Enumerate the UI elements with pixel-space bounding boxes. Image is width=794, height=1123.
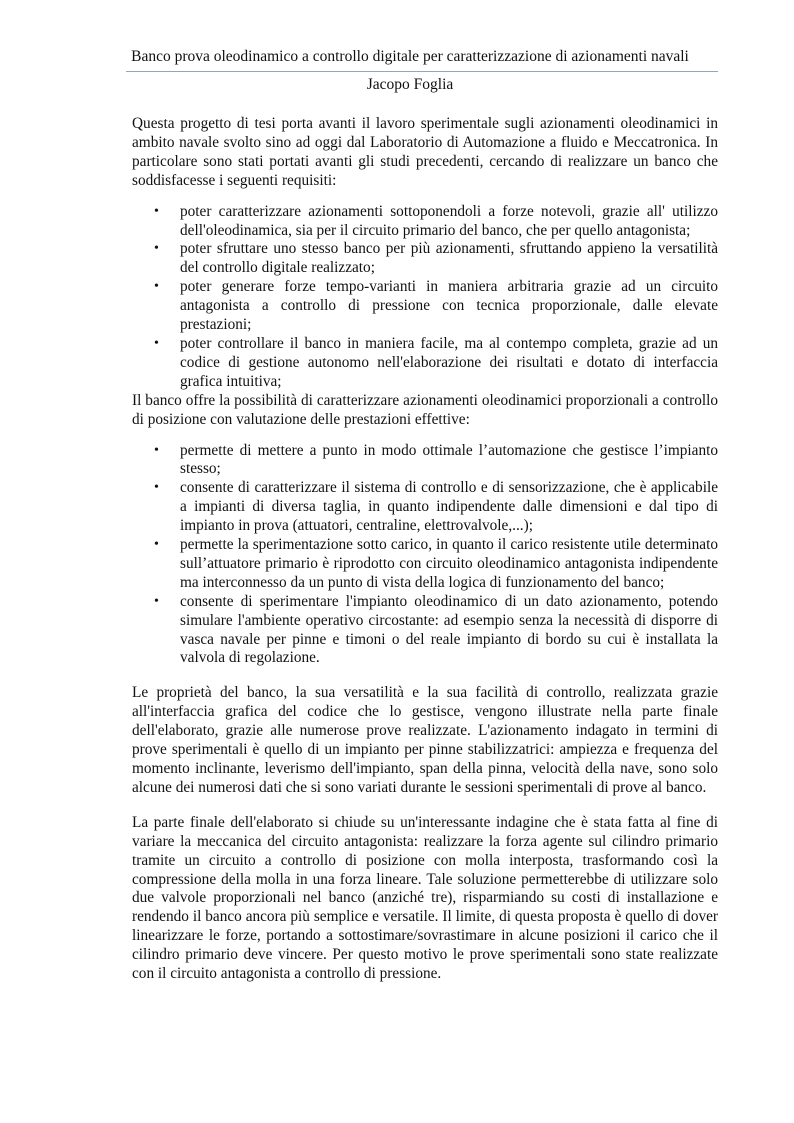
list-item: • consente di sperimentare l'impianto oleodinamico di un dato azionamento, potendo simulare l'ambiente operativo circostante: ad esempio senza la necessità di disporre di vasca navale per pinne e timoni o del reale impianto di bordo su cui è installata la valvola di regolazione. [154,592,718,667]
list-item: • poter controllare il banco in maniera facile, ma al contempo completa, grazie ad un codice di gestione autonomo nell'elaborazione dei risultati e dotato di interfaccia grafica intuitiva; [154,334,718,390]
bullet-icon: • [154,203,159,219]
list-item: • poter caratterizzare azionamenti sottoponendoli a forze notevoli, grazie all' utilizzo dell'oleodinamica, sia per il circuito primario del banco, che per quello antagonista; [154,202,718,239]
list-item: • consente di caratterizzare il sistema di controllo e di sensorizzazione, che è applicabile a impianti di diversa taglia, in quanto indipendente dalle dimensioni e dal tipo di impianto in prova (attuatori, centraline, elettrovalvole,...); [154,479,718,535]
list-item: • permette di mettere a punto in modo ottimale l’automazione che gestisce l’impianto stesso; [154,441,718,478]
final-paragraph: La parte finale dell'elaborato si chiude su un'interessante indagine che è stata fatta al fine di variare la meccanica del circuito antagonista: realizzare la forza agente sul cilindro primario tramite un circuito a controllo di posizione con molla interposta, trasformando così la compressione della molla in una forza lineare. Tale soluzione permetterebbe di utilizzare solo due valvole proporzionali nel banco (anziché tre), risparmiando su costi di installazione e rendendo il banco ancora più semplice e versatile. Il limite, di questa proposta è quello di dover linearizzare le forze, portando a sottostimare/sovrastimare in alcune posizioni il carico che il cilindro primario deve vincere. Per questo motivo le prove sperimentali sono state realizzate con il circuito antagonista a controllo di pressione. [132,813,718,983]
bullet-icon: • [154,480,159,496]
bullet-icon: • [154,537,159,553]
bullet-icon: • [154,279,159,295]
running-header-title: Banco prova oleodinamico a controllo digitale per caratterizzazione di azionamenti navali [131,48,689,65]
list-item: • permette la sperimentazione sotto carico, in quanto il carico resistente utile determinato sull’attuatore primario è riprodotto con circuito oleodinamico antagonista indipendente ma interconnesso da un punto di vista della logica di funzionamento del banco; [154,536,718,591]
bullet-icon: • [154,335,159,351]
list-item: • poter generare forze tempo-varianti in maniera arbitraria grazie ad un circuito antagonista a controllo di pressione con tecnica proporzionale, dalle elevate prestazioni; [154,278,718,334]
bullet-icon: • [154,442,159,458]
intro-paragraph: Questa progetto di tesi porta avanti il lavoro sperimentale sugli azionamenti oleodinamici in ambito navale svolto sino ad oggi dal Laboratorio di Automazione a fluido e Meccatronica. In particolare sono stati portati avanti gli studi precedenti, cercando di realizzare un banco che soddisfacesse i seguenti requisiti: [132,115,718,189]
capabilities-list [132,442,718,669]
header-divider [126,71,718,72]
requirements-list [132,203,718,392]
document-body [132,115,718,984]
bullet-icon: • [154,593,159,609]
capabilities-intro-paragraph: Il banco offre la possibilità di caratterizzare azionamenti oleodinamici proporzionali a controllo di posizione con valutazione delle prestazioni effettive: [132,391,718,428]
bullet-icon: • [154,241,159,257]
properties-paragraph: Le proprietà del banco, la sua versatilità e la sua facilità di controllo, realizzata grazie all'interfaccia grafica del codice che lo gestisce, vengono illustrate nella parte finale dell'elaborato, grazie alle numerose prove realizzate. L'azionamento indagato in termini di prove sperimentali è quello di un impianto per pinne stabilizzatrici: ampiezza e frequenza del momento inclinante, leverismo dell'impianto, span della pinna, velocità della nave, sono solo alcune dei numerosi dati che si sono variati durante le sessioni sperimentali di prove al banco. [132,684,718,796]
running-header-author: Jacopo Foglia [366,76,454,93]
list-item: • poter sfruttare uno stesso banco per più azionamenti, sfruttando appieno la versatilità del controllo digitale realizzato; [154,240,718,277]
